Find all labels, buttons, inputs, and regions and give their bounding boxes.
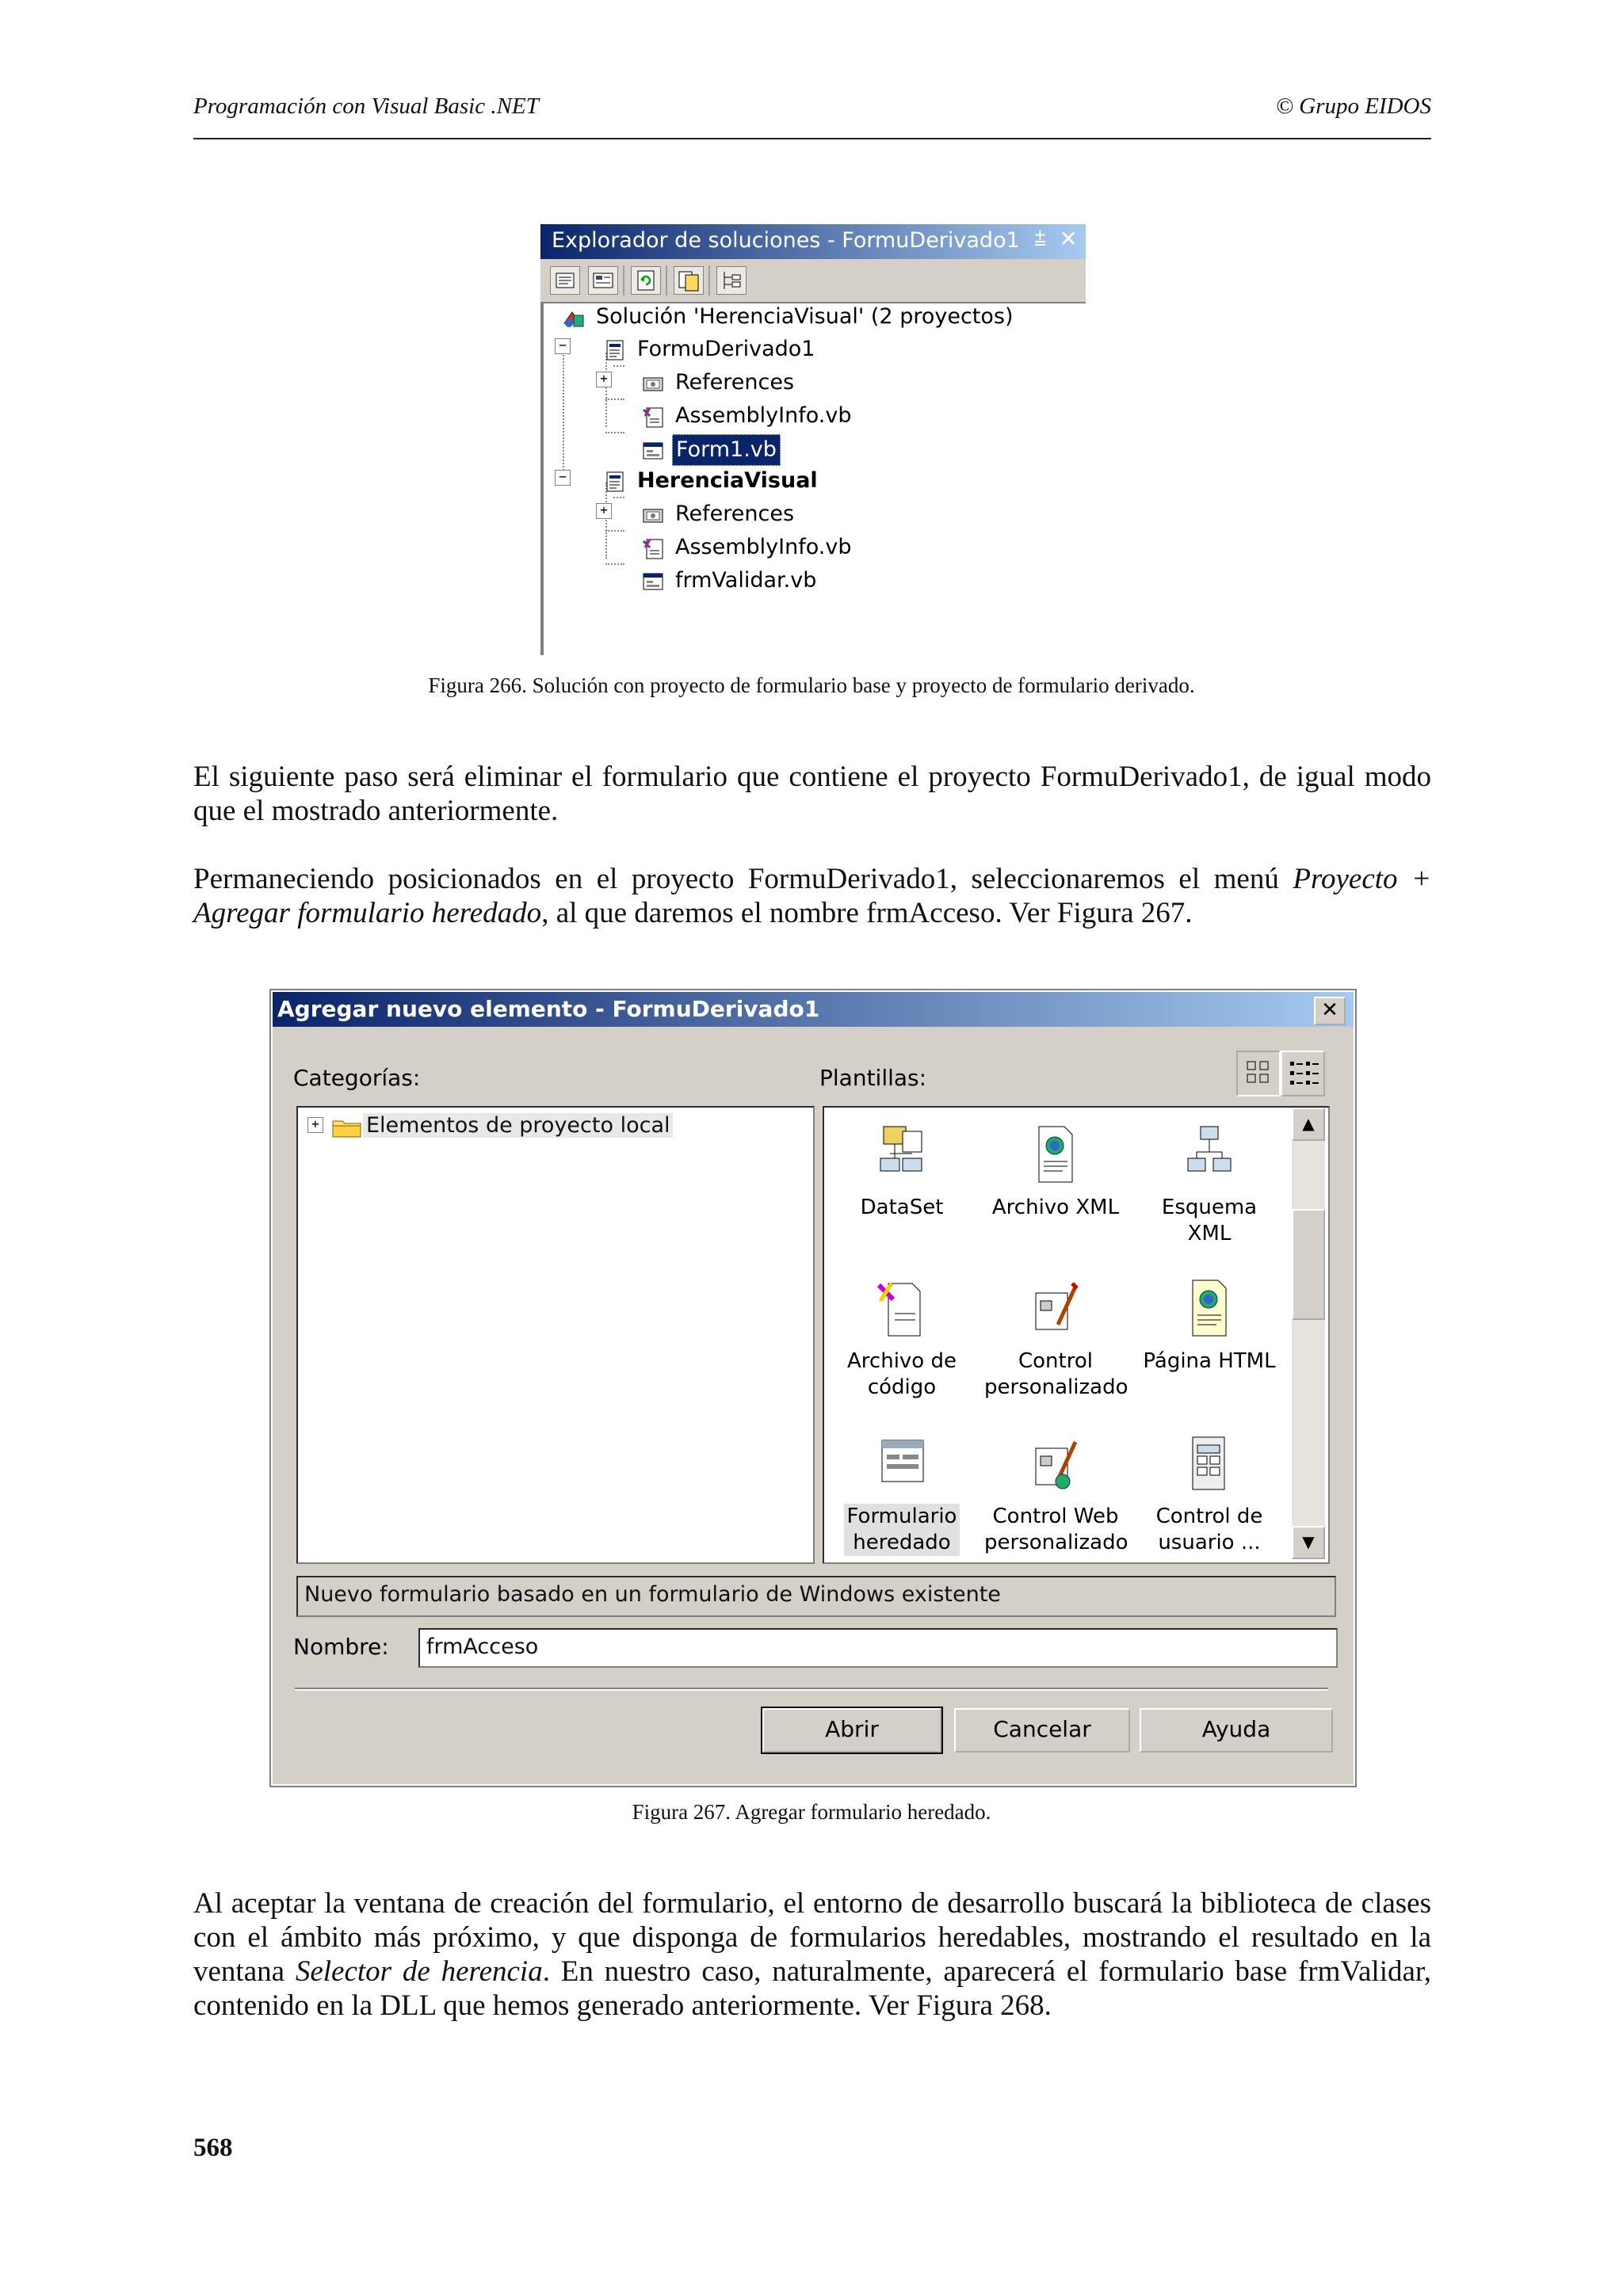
tree-item-frmvalidar[interactable]: frmValidar.vb — [640, 566, 819, 596]
tree-line — [605, 530, 624, 532]
templates-list — [823, 1106, 1330, 1564]
templates-scrollbar[interactable] — [1292, 1108, 1325, 1559]
project-icon — [602, 338, 628, 362]
name-label: Nombre: — [293, 1634, 389, 1660]
tree-line — [613, 497, 624, 498]
add-new-item-dialog — [271, 990, 1355, 1786]
template-html-page[interactable]: Página HTML — [1138, 1277, 1281, 1375]
expand-icon[interactable]: + — [307, 1117, 323, 1133]
template-inherited-form[interactable]: Formulario heredado — [831, 1432, 973, 1556]
template-description: Nuevo formulario basado en un formulario de Windows existente — [296, 1576, 1336, 1617]
references-icon — [640, 372, 666, 395]
template-xml-file[interactable]: Archivo XML — [984, 1123, 1127, 1221]
tree-item-solution[interactable]: Solución 'HerenciaVisual' (2 proyectos) — [561, 302, 1017, 332]
templates-label: Plantillas: — [819, 1065, 927, 1091]
project-icon — [602, 470, 628, 494]
solution-icon — [561, 306, 586, 330]
tree-line — [605, 399, 624, 400]
cancel-button[interactable]: Cancelar — [954, 1708, 1130, 1753]
inherited-form-icon — [874, 1432, 930, 1496]
dialog-title: Agregar nuevo elemento - FormuDerivado1 — [277, 996, 820, 1022]
close-icon[interactable]: ✕ — [1059, 226, 1078, 252]
paragraph-1: El siguiente paso será eliminar el formulario que contiene el proyecto FormuDerivado1, de igual modo que el mostrado anteriormente. — [193, 761, 1431, 827]
figure-caption-266: Figura 266. Solución con proyecto de formulario base y proyecto de formulario derivado. — [428, 673, 1195, 697]
pin-icon[interactable]: ⩲ — [1033, 227, 1046, 251]
paragraph-2: Permaneciendo posicionados en el proyecto FormuDerivado1, seleccionaremos el menú Proyecto + Agregar formulario heredado, al que daremos el nombre frmAcceso. Ver Figura 267. — [193, 863, 1431, 929]
expand-icon[interactable]: + — [596, 372, 612, 387]
page-number: 568 — [193, 2134, 233, 2162]
header-rule — [193, 138, 1431, 139]
figure-caption-267: Figura 267. Agregar formulario heredado. — [632, 1800, 991, 1824]
template-xml-schema[interactable]: Esquema XML — [1138, 1123, 1281, 1247]
copy-project-icon[interactable] — [674, 266, 704, 295]
tree-item-assemblyinfo[interactable]: AssemblyInfo.vb — [640, 401, 854, 431]
dialog-divider — [295, 1688, 1328, 1691]
collapse-icon[interactable]: − — [555, 338, 571, 354]
scroll-down-icon[interactable]: ▼ — [1292, 1526, 1325, 1559]
close-icon[interactable]: ✕ — [1314, 997, 1346, 1025]
user-control-icon — [1182, 1432, 1237, 1496]
form-icon — [640, 439, 666, 463]
solution-explorer-toolbar — [540, 259, 1086, 303]
expand-icon[interactable]: + — [596, 503, 612, 519]
dataset-icon — [874, 1123, 930, 1187]
small-icons-view-icon[interactable] — [1281, 1051, 1325, 1097]
dialog-titlebar[interactable] — [273, 992, 1354, 1027]
code-file-icon — [874, 1277, 930, 1341]
solution-explorer-titlebar[interactable] — [540, 224, 1086, 259]
xml-file-icon — [1028, 1123, 1083, 1187]
vb-file-icon — [640, 536, 666, 560]
large-icons-view-icon[interactable] — [1236, 1051, 1281, 1097]
tree-item-project[interactable]: HerenciaVisual — [602, 466, 821, 496]
category-item-local[interactable]: Elementos de proyecto local — [331, 1111, 673, 1141]
html-page-icon — [1182, 1277, 1237, 1341]
form-icon — [640, 570, 666, 593]
custom-control-icon — [1028, 1277, 1083, 1341]
properties-icon[interactable] — [550, 266, 580, 295]
paragraph-3: Al aceptar la ventana de creación del formulario, el entorno de desarrollo buscará la biblioteca de clases con el ámbito más próximo, y que disponga de formularios heredables, mostrando el resultado en la ventana Selector de herencia. En nuestro caso, naturalmente, aparecerá el formulario base frmValidar, contenido en la DLL que hemos generado anteriormente. Ver Figura 268. — [193, 1887, 1431, 2022]
help-button[interactable]: Ayuda — [1140, 1708, 1333, 1753]
running-header-title: Programación con Visual Basic .NET — [193, 93, 539, 119]
running-header-publisher: © Grupo EIDOS — [1275, 93, 1431, 119]
tree-item-project[interactable]: FormuDerivado1 — [602, 334, 819, 364]
show-all-files-icon[interactable] — [588, 266, 618, 295]
tree-item-references[interactable]: References — [640, 499, 797, 529]
view-class-diagram-icon[interactable] — [716, 266, 747, 295]
open-button[interactable]: Abrir — [762, 1708, 941, 1753]
toolbar-separator — [666, 265, 667, 296]
collapse-icon[interactable]: − — [555, 470, 571, 486]
tree-line — [563, 353, 564, 479]
template-code-file[interactable]: Archivo de código — [831, 1277, 973, 1401]
categories-tree — [296, 1106, 815, 1564]
template-web-control[interactable]: Control Web personalizado — [984, 1432, 1127, 1556]
scroll-up-icon[interactable]: ▲ — [1292, 1108, 1325, 1141]
tree-item-assemblyinfo[interactable]: AssemblyInfo.vb — [640, 532, 854, 563]
categories-label: Categorías: — [293, 1065, 421, 1091]
template-dataset[interactable]: DataSet — [831, 1123, 973, 1221]
toolbar-separator — [708, 265, 710, 296]
tree-line — [605, 432, 624, 433]
tree-line — [613, 365, 624, 367]
folder-icon — [331, 1115, 363, 1138]
xml-schema-icon — [1182, 1123, 1237, 1187]
web-control-icon — [1028, 1432, 1083, 1496]
name-input[interactable]: frmAcceso — [418, 1628, 1338, 1668]
solution-explorer-window — [540, 224, 1086, 655]
template-user-control[interactable]: Control de usuario ... — [1138, 1432, 1281, 1556]
solution-explorer-title: Explorador de soluciones - FormuDerivado1 — [552, 228, 1020, 253]
scroll-thumb[interactable] — [1292, 1209, 1325, 1320]
references-icon — [640, 503, 666, 527]
tree-item-form1[interactable]: Form1.vb — [640, 434, 781, 464]
solution-tree — [540, 302, 1089, 655]
template-custom-control[interactable]: Control personalizado — [984, 1277, 1127, 1401]
refresh-icon[interactable] — [631, 266, 661, 295]
toolbar-separator — [623, 265, 624, 296]
vb-file-icon — [640, 405, 666, 429]
tree-item-references[interactable]: References — [640, 368, 797, 398]
tree-line — [605, 563, 624, 565]
